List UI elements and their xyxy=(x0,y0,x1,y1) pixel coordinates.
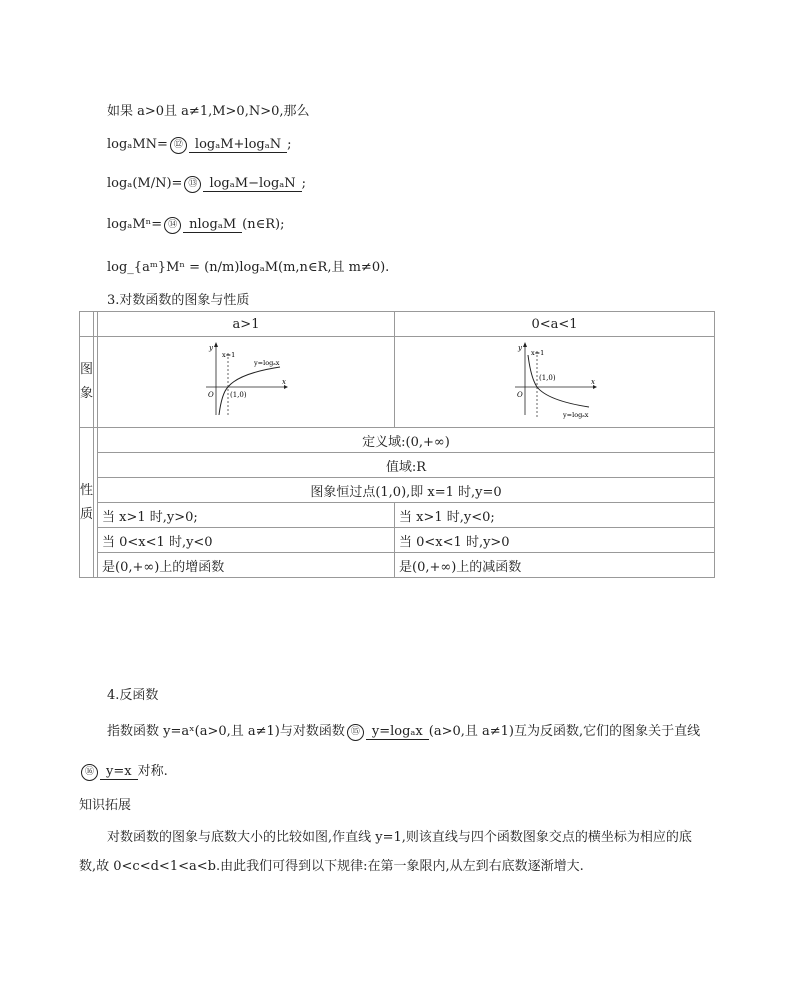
answer-blank: y=logₐx xyxy=(366,724,429,740)
formula-quotient xyxy=(107,176,306,193)
y-axis-label: y xyxy=(517,344,522,352)
extension-line-2: 数,故 0<c<d<1<a<b.由此我们可得到以下规律:在第一象限内,从左到右底数逐渐增大. xyxy=(79,859,584,874)
curve-label: y=logₐx xyxy=(562,411,588,419)
point-label: (1,0) xyxy=(230,391,247,399)
formula-base-power: log_{aᵐ}Mⁿ = (n/m)logₐM(m,n∈R,且 m≠0). xyxy=(107,260,390,275)
answer-number: ⑫ xyxy=(170,137,187,154)
fixed-point-cell: 图象恒过点(1,0),即 x=1 时,y=0 xyxy=(98,478,715,503)
table-corner xyxy=(80,312,94,337)
inverse-function-line-1 xyxy=(107,720,700,741)
point-label: (1,0) xyxy=(538,374,556,382)
graph-cell-a-gt-1 xyxy=(98,337,395,428)
right-prop-1: 当 x>1 时,y<0; xyxy=(395,503,715,528)
origin-label: O xyxy=(516,391,523,399)
inverse-text: (a>0,且 a≠1)互为反函数,它们的图象关于直线 xyxy=(428,724,701,739)
row-label-char: 性 xyxy=(80,482,94,498)
section3-title: 3.对数函数的图象与性质 xyxy=(107,293,250,308)
answer-number: ⑮ xyxy=(347,724,364,741)
left-prop-1: 当 x>1 时,y>0; xyxy=(98,503,395,528)
curve-label: y=logₐx xyxy=(254,359,280,367)
answer-number: ⑭ xyxy=(164,217,181,234)
premise-text: 如果 a>0且 a≠1,M>0,N>0,那么 xyxy=(107,104,310,119)
formula-power xyxy=(107,217,284,234)
row-label-char: 图 xyxy=(80,362,94,377)
right-prop-2: 当 0<x<1 时,y>0 xyxy=(395,528,715,553)
answer-number: ⑯ xyxy=(81,764,98,781)
graph-cell-a-lt-1 xyxy=(395,337,715,428)
right-prop-3: 是(0,+∞)上的减函数 xyxy=(395,553,715,578)
range-cell: 值域:R xyxy=(98,453,715,478)
y-axis-label: y xyxy=(209,344,213,352)
x-axis-label: x xyxy=(590,378,595,386)
formula-tail: ; xyxy=(287,137,292,152)
row-label-char: 象 xyxy=(80,386,94,401)
answer-blank: nlogₐM xyxy=(183,217,242,233)
row-label-graph xyxy=(80,337,94,428)
extension-title: 知识拓展 xyxy=(79,798,132,813)
left-prop-3: 是(0,+∞)上的增函数 xyxy=(98,553,395,578)
header-a-gt-1: a>1 xyxy=(98,312,395,337)
left-prop-2: 当 0<x<1 时,y<0 xyxy=(98,528,395,553)
vline-label: x=1 xyxy=(222,351,236,359)
formula-lhs: logₐ(M/N)= xyxy=(107,176,183,191)
formula-product xyxy=(107,137,292,154)
formula-tail: (n∈R); xyxy=(242,217,285,232)
answer-blank: y=x xyxy=(100,764,138,780)
graph-increasing-log xyxy=(204,341,288,419)
vline-label: x=1 xyxy=(530,349,544,357)
domain-cell: 定义域:(0,+∞) xyxy=(98,428,715,453)
origin-label: O xyxy=(208,391,214,399)
inverse-function-line-2 xyxy=(79,760,168,781)
inverse-text: 对称. xyxy=(137,764,168,779)
graph-decreasing-log xyxy=(513,341,597,419)
x-axis-label: x xyxy=(282,378,286,386)
row-label-properties xyxy=(80,428,94,578)
formula-tail: ; xyxy=(301,176,307,191)
header-a-lt-1: 0<a<1 xyxy=(395,312,715,337)
formula-lhs: logₐMN= xyxy=(107,137,168,152)
answer-blank: logₐM−logₐN xyxy=(203,176,301,192)
answer-number: ⑬ xyxy=(184,176,201,193)
section4-title: 4.反函数 xyxy=(107,688,159,703)
answer-blank: logₐM+logₐN xyxy=(189,137,287,153)
inverse-text: 指数函数 y=aˣ(a>0,且 a≠1)与对数函数 xyxy=(107,724,345,739)
row-label-char: 质 xyxy=(80,506,94,522)
formula-lhs: logₐMⁿ= xyxy=(107,217,163,232)
extension-line-1: 对数函数的图象与底数大小的比较如图,作直线 y=1,则该直线与四个函数图象交点的横坐标为相应的底 xyxy=(107,830,692,845)
log-properties-table xyxy=(79,311,715,578)
